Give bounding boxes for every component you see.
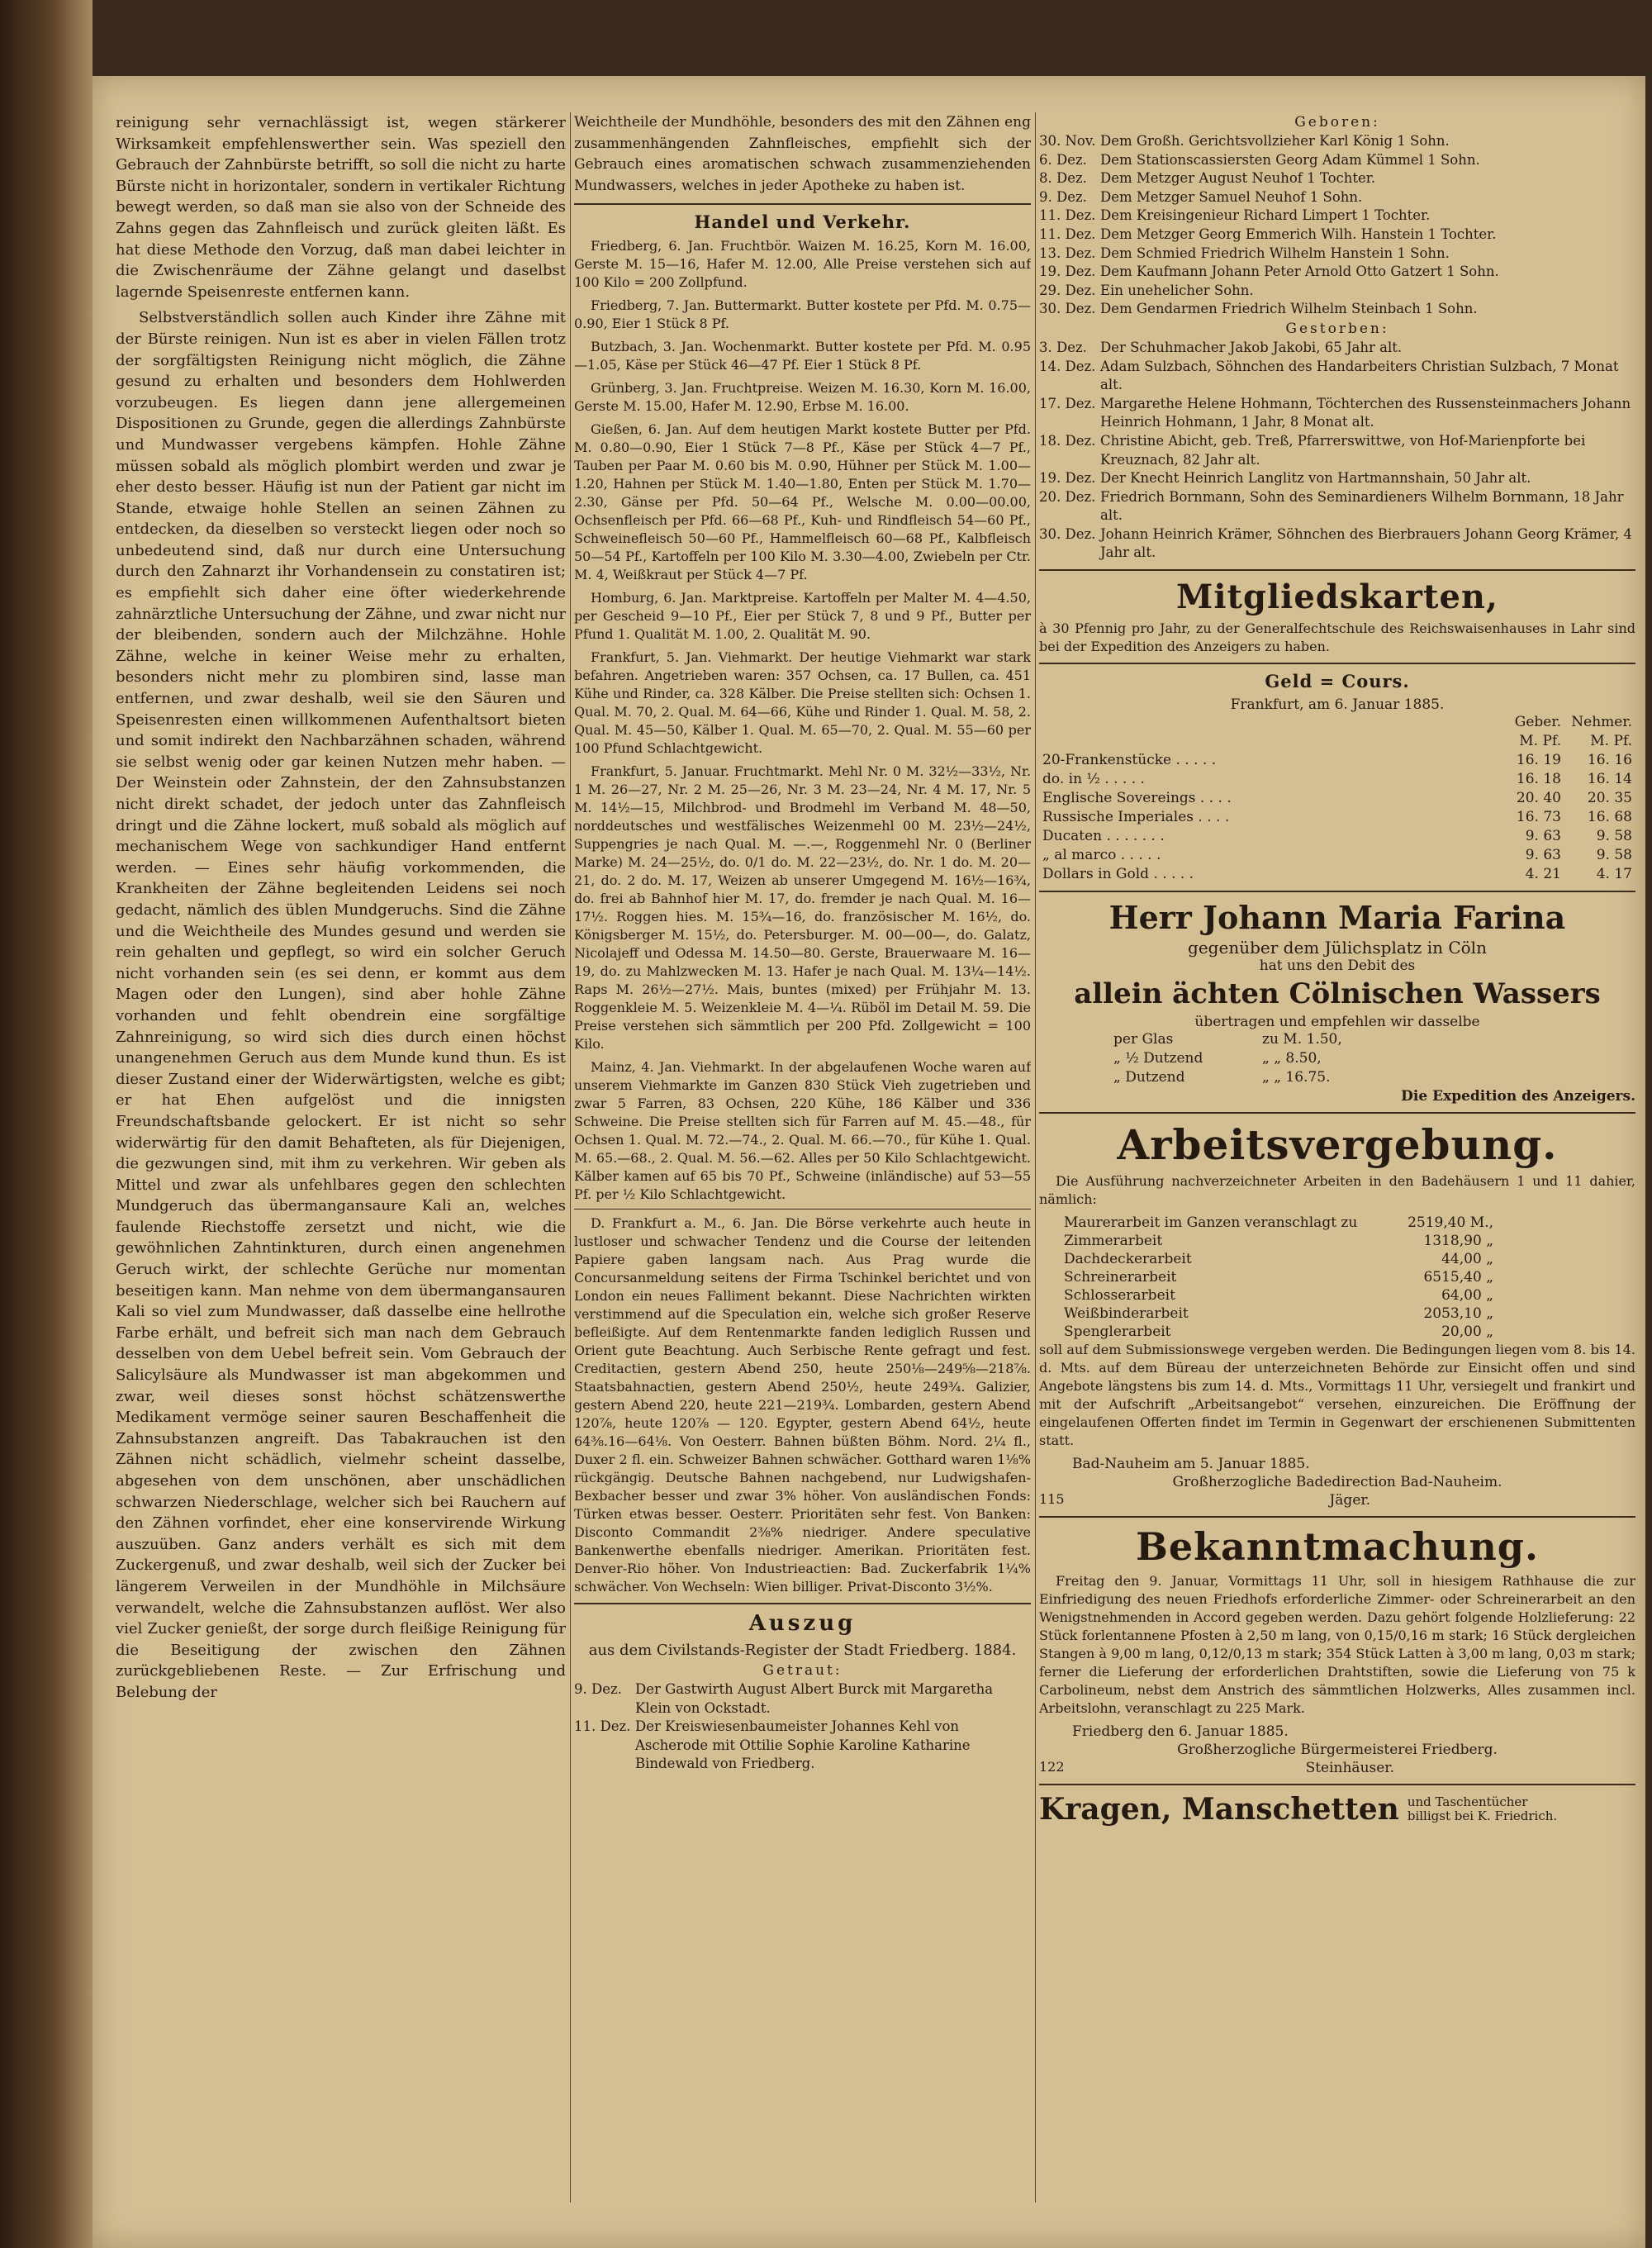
register-entry [1039, 395, 1635, 432]
rate-name: „ al marco . . . . . [1042, 847, 1161, 864]
rate-geber: 16. 73 [1516, 809, 1561, 826]
register-entry [1039, 151, 1635, 170]
market-report: Friedberg, 7. Jan. Buttermarkt. Butter kostete per Pfd. M. 0.75—0.90, Eier 1 Stück 8 Pf. [574, 297, 1031, 331]
gestorben-heading: Gestorben: [1285, 320, 1389, 337]
rate-geber: 20. 40 [1516, 790, 1561, 807]
auszug-subtitle: aus dem Civilstands-Register der Stadt Friedberg. 1884. [588, 1642, 1017, 1659]
entry-date: 13. Dez. [1039, 245, 1096, 261]
entry-date: 3. Dez. [1039, 339, 1087, 355]
rate-nehmer: 9. 58 [1596, 828, 1632, 845]
table-row [1039, 789, 1635, 808]
table-header: M. Pf. M. Pf. [1519, 733, 1632, 750]
section-title-auszug: Auszug [748, 1611, 857, 1636]
entry-date: 30. Nov. [1039, 133, 1096, 149]
work-amount: 2053,10 „ [1423, 1305, 1493, 1323]
work-amount: 44,00 „ [1441, 1251, 1493, 1268]
market-report: Mainz, 4. Jan. Viehmarkt. In der abgelaufenen Woche waren auf unserem Viehmarkte im Ganzen 830 Stück Vieh zugetrieben und zwar 5 Farren, 83 Ochsen, 220 Kühe, 186 Kälber und 336 Schweine. Die Preise stellten sich für Farren auf M. 45.—48., für Ochsen 1. Qual. M. 72.—74., 2. Qual. M. 66.—70., für Kühe 1. Qual. M. 65.—68., 2. Qual. M. 56.—62. Alles per 50 Kilo Schlachtgewicht. Kälber kamen auf 65 bis 70 Pf., Schweine (inländische) auf 53—55 Pf. per ½ Kilo Schlachtgewicht. [574, 1059, 1031, 1202]
kragen-ad [1039, 1792, 1635, 1827]
stock-report: D. Frankfurt a. M., 6. Jan. Die Börse verkehrte auch heute in lustloser und schwacher Tendenz und die Course der leitenden Papiere gaben langsam nach. Aus Prag wurde die Concursanmeldung seitens der Firma Tschinkel berichtet und von London ein neues Falliment bekannt. Diese Nachrichten wirkten verstimmend auf die Speculation ein, welche sich großer Reserve befleißigte. Auf dem Rentenmarkte fanden lediglich Russen und Orient gute Beachtung. Auch Serbische Rente gefragt und fest. Creditactien, gestern Abend 250, heute 250⅛—249⅝—218⅞. Staatsbahnactien, gestern Abend 250½, heute 249¾. Galizier, gestern Abend 220, heute 221—219¾. Lombarden, gestern Abend 120⅞, heute 120⅞ — 120. Egypter, gestern Abend 64½, heute 64⅜.16—64⅛. Von Oesterr. Bahnen büßten Böhm. Nord. 2¼ fl., Duxer 2 fl. ein. Schweizer Bahnen schwächer. Gotthard waren 1⅛% rückgängig. Deutsche Bahnen nachgebend, nur Ludwigshafen-Bexbacher besser und zwar 3% höher. Von ausländischen Fonds: Türken etwas besser. Oesterr. Prioritäten sehr fest. Von Banken: Disconto Commandit 2⅜% niedriger. Andere speculative Bankenwerthe ebenfalls niedriger. Amerikan. Prioritäten fest. Denver-Rio höher. Von Industrieactien: Bad. Zuckerfabrik 1¼% schwächer. Von Wechseln: Wien billiger. Privat-Disconto 3½%. [574, 1215, 1031, 1595]
mitglied-title: Mitgliedskarten, [1176, 577, 1498, 617]
entry-text: Der Schuhmacher Jakob Jakobi, 65 Jahr alt. [1100, 339, 1403, 355]
rate-geber: 16. 18 [1516, 771, 1561, 788]
register-entry [574, 1718, 1031, 1774]
price-value: „ „ 8.50, [1262, 1050, 1322, 1067]
entry-date: 11. Dez. [1039, 226, 1096, 242]
gestorben-list [1039, 339, 1635, 563]
work-name: Spenglerarbeit [1064, 1324, 1171, 1341]
table-header: Geber. Nehmer. [1514, 714, 1632, 731]
price-qty: „ Dutzend [1113, 1069, 1185, 1086]
arbeit-list [1039, 1214, 1635, 1341]
entry-date: 14. Dez. [1039, 358, 1096, 374]
price-row [1039, 1030, 1635, 1049]
register-entry [1039, 339, 1635, 358]
entry-text: Dem Kaufmann Johann Peter Arnold Otto Gatzert 1 Sohn. [1100, 264, 1499, 280]
work-amount: 1318,90 „ [1423, 1233, 1493, 1250]
rate-geber: 16. 19 [1516, 752, 1561, 769]
work-name: Dachdeckerarbeit [1064, 1251, 1192, 1268]
article-text: Weichtheile der Mundhöhle, besonders des mit den Zähnen eng zusammenhängenden Zahnfleisches, empfiehlt sich der Gebrauch eines aromatischen schwach zusammenziehenden Mundwassers, welches in jeder Apotheke zu haben ist. [574, 114, 1031, 194]
table-row [1039, 808, 1635, 827]
price-qty: per Glas [1113, 1031, 1174, 1048]
rate-nehmer: 16. 14 [1587, 771, 1632, 788]
entry-date: 9. Dez. [1039, 188, 1087, 205]
entry-date: 9. Dez. [574, 1681, 622, 1697]
farina-headline: allein ächten Cölnischen Wassers [1074, 977, 1601, 1011]
bekannt-signer: Steinhäuser. [1305, 1760, 1394, 1777]
arbeit-intro: Die Ausführung nachverzeichneter Arbeiten in den Badehäusern 1 und 11 dahier, nämlich: [1039, 1173, 1635, 1208]
bekannt-footer [1039, 1759, 1635, 1777]
rate-nehmer: 16. 16 [1587, 752, 1632, 769]
arbeit-title: Arbeitsvergebung. [1117, 1120, 1558, 1170]
book-binding [0, 0, 93, 2248]
register-entry [1039, 282, 1635, 301]
rate-geber: 9. 63 [1525, 847, 1561, 864]
price-row [1039, 1049, 1635, 1068]
entry-text: Der Kreiswiesenbaumeister Johannes Kehl von Ascherode mit Ottilie Sophie Karoline Katharine Bindewald von Friedberg. [635, 1718, 971, 1772]
bekannt-title: Bekanntmachung. [1136, 1524, 1539, 1570]
register-entry [1039, 132, 1635, 151]
article-text: Selbstverständlich sollen auch Kinder ihre Zähne mit der Bürste reinigen. Nun ist es aber in vielen Fällen trotz der sorgfältigsten Reinigung nicht möglich, die Zähne gesund zu erhalten und besonders dem Hohlwerden vorzubeugen. Es liegen dann jene allergemeinen Dispositionen zu Grunde, gegen die allerdings Zahnbürste und Mundwasser vergebens kämpfen. Hohle Zähne müssen sobald als möglich plombirt werden und zwar je eher desto besser. Häufig ist nun der Patient gar nicht im Stande, etwaige hohle Stellen an seinen Zähnen zu entdecken, da dieselben so versteckt liegen oder noch so unbedeutend sind, daß nur durch eine Untersuchung durch den Zahnarzt ihr Vorhandensein zu constatiren ist; es empfiehlt sich daher eine öfter wiederkehrende zahnärztliche Untersuchung der Zähne, und zwar nicht nur der bleibenden, sondern auch der Milchzähne. Hohle Zähne, welche in keiner Weise mehr zu erhalten, besonders nicht mehr zu plombiren sind, lasse man entfernen, und zwar deshalb, weil sie den Säuren und Speisenresten einen willkommenen Aufenthaltsort bieten und somit indirekt den Nachbarzähnen schaden, während sie selbst wenig oder gar keinen Nutzen mehr haben. — Der Weinstein oder Zahnstein, der den Zahnsubstanzen nicht direkt schadet, der jedoch unter das Zahnfleisch dringt und die Zähne lockert, muß sobald als möglich auf mechanischem Wege von sachkundiger Hand entfernt werden. — Eines sehr häufig vorkommenden, die Krankheiten der Zähne begleitenden Leidens sei noch gedacht, nämlich des üblen Mundgeruchs. Sind die Zähne und die Weichtheile des Mundes gesund und werden sie rein gehalten und gepflegt, so wird ein solcher Geruch nicht vorhanden sein (es sei denn, er kommt aus dem Magen oder den Lungen), sind aber hohle Zähne vorhanden und fehlt obendrein eine sorgfältige Zahnreinigung, so wird sich dies durch einen höchst unangenehmen Geruch aus dem Munde kund thun. Es ist dieser Zustand einer der Widerwärtigsten, welche es gibt; er hat Ehen aufgelöst und die innigsten Freundschaftsbande gelockert. Er ist nicht so sehr widerwärtig für den damit Behafteten, als für Diejenigen, die gezwungen sind, mit ihm zu verkehren. Wir geben als Mittel und zwar als unfehlbares gegen den schlechten Mundgeruch das übermangansaure Kali an, welches faulende Riechstoffe zersetzt und nicht, wie die gewöhnlichen Zahntinkturen, durch einen angenehmen Geruch wirkt, der schlechte Gerüche nur momentan beseitigen kann. Man nehme von dem übermangansauren Kali so viel zum Mundwasser, daß dasselbe eine hellrothe Farbe erhält, und befreit sich man nach dem Gebrauch desselben von dem Uebel befreit sein. Vom Gebrauch der Salicylsäure als Mundwasser ist man abgekommen und zwar, weil dieses sonst höchst schätzenswerthe Medikament vermöge seiner sauren Beschaffenheit die Zahnsubstanzen angreift. Das Tabakrauchen ist den Zähnen nicht schädlich, vielmehr scheint dasselbe, abgesehen von dem unschönen, aber unschädlichen schwarzen Niederschlage, welcher sich bei Rauchern auf den Zähnen vorfindet, eher eine konservirende Wirkung auszuüben. Ganz anders verhält es sich mit dem Zuckergenuß, und zwar deshalb, weil sich der Zucker bei längerem Verweilen in der Mundhöhle in Milchsäure verwandelt, welche die Zahnsubstanzen auflöst. Wer also viel Zucker genießt, der sorge durch fleißige Reinigung für die Beseitigung der zwischen den Zähnen zurückgebliebenen Reste. — Zur Erfrischung und Belebung der [116, 309, 566, 1701]
mitglied-text: à 30 Pfennig pro Jahr, zu der Generalfechtschule des Reichswaisenhauses in Lahr sind bei der Expedition des Anzeigers zu haben. [1039, 620, 1635, 655]
entry-text: Dem Metzger August Neuhof 1 Tochter. [1100, 170, 1376, 187]
register-entry [1039, 432, 1635, 469]
list-item [1039, 1286, 1635, 1305]
list-item [1039, 1268, 1635, 1286]
getraut-heading: Getraut: [762, 1662, 843, 1679]
rate-name: Dollars in Gold . . . . . [1042, 866, 1194, 883]
entry-text: Dem Metzger Georg Emmerich Wilh. Hanstein 1 Tochter. [1100, 226, 1497, 242]
arbeit-signature: Großherzogliche Badedirection Bad-Nauheim. [1172, 1474, 1502, 1491]
geld-subtitle: Frankfurt, am 6. Januar 1885. [1230, 696, 1445, 714]
market-report: Frankfurt, 5. Januar. Fruchtmarkt. Mehl Nr. 0 M. 32½—33½, Nr. 1 M. 26—27, Nr. 2 M. 25—26, Nr. 3 M. 23—24, Nr. 4 M. 17, Nr. 5 M. 14½—15, Milchbrod- und Brodmehl im Verband M. 48—50, norddeutsches und westfälisches Weizenmehl 00 M. 23½—24½, Suppengries je nach Qual. M. —.—, Roggenmehl Nr. 0 (Berliner Marke) M. 24—25½, do. 0/1 do. M. 22—23½, do. Nr. 1 do. M. 20—21, do. 2 do. M. 17, Weizen ab unserer Umgegend M. 16½—16¾, do. frei ab Bahnhof hier M. 17, do. fremder je nach Qual. M. 16—17½. Roggen hies. M. 15¾—16, do. französischer M. 16½, do. Königsberger M. 15½, do. Petersburger. M. 00—00—, do. Galatz, Nicolajeff und Odessa M. 14.50—80. Gerste, Brauerwaare M. 16—19, do. zu Mahlzwecken M. 13. Hafer je nach Qual. M. 13¼—14½. Raps M. 26½—27½. Mais, buntes (mixed) per Frühjahr M. 13. Roggenkleie M. 5. Weizenkleie M. 4—¼. Rüböl im Detail M. 59. Die Preise verstehen sich sämmtlich per 200 Pfd. Zollgewicht = 100 Kilo. [574, 763, 1031, 1052]
divider [1039, 1516, 1635, 1518]
entry-date: 30. Dez. [1039, 525, 1096, 542]
divider [574, 1209, 1031, 1210]
market-report: Butzbach, 3. Jan. Wochenmarkt. Butter kostete per Pfd. M. 0.95—1.05, Käse per Stück 46—47 Pf. Eier 1 Stück 8 Pf. [574, 339, 1031, 373]
entry-date: 30. Dez. [1039, 301, 1096, 317]
rate-name: Englische Sovereings . . . . [1042, 790, 1232, 807]
entry-date: 6. Dez. [1039, 151, 1087, 168]
table-row [1039, 865, 1635, 884]
price-qty: „ ½ Dutzend [1113, 1050, 1203, 1067]
entry-text: Dem Kreisingenieur Richard Limpert 1 Tochter. [1100, 207, 1431, 224]
register-entry [1039, 525, 1635, 563]
price-value: zu M. 1.50, [1262, 1031, 1342, 1048]
rate-name: Russische Imperiales . . . . [1042, 809, 1230, 826]
geboren-heading: Geboren: [1294, 114, 1380, 131]
exchange-table [1039, 713, 1635, 884]
work-amount: 2519,40 M., [1408, 1214, 1493, 1232]
farina-line: übertragen und empfehlen wir dasselbe [1194, 1014, 1480, 1031]
bekannt-text: Freitag den 9. Januar, Vormittags 11 Uhr, soll in hiesigem Rathhause die zur Einfriedigung des neuen Friedhofs erforderliche Zimmer- oder Schreinerarbeit an den Wenigstnehmenden in Accord gegeben werden. Dazu gehört folgende Holzlieferung: 22 Stück forlentannene Pfosten à 2,50 m lang, von 0,15/0,16 m stark; 16 Stück dergleichen Stangen à 9,00 m lang, 0,12/0,13 m stark; 354 Stück Latten à 3,00 m lang, 0,03 m stark; ferner die Lieferung der erforderlichen Drahtstiften, sowie die Lieferung von 75 k Carbolineum, nebst dem Anstrich des sämmtlichen Holzwerks, Alles zusammen incl. Arbeitslohn, veranschlagt zu 225 Mark. [1039, 1573, 1635, 1717]
entry-date: 19. Dez. [1039, 264, 1096, 280]
arbeit-footer [1039, 1491, 1635, 1509]
bekannt-signature: Großherzogliche Bürgermeisterei Friedberg. [1177, 1742, 1498, 1759]
arbeit-text: soll auf dem Submissionswege vergeben werden. Die Bedingungen liegen vom 8. bis 14. d. Mts. auf dem Büreau der unterzeichneten Behörde zur Einsicht offen und sind Angebote längstens bis zum 14. d. Mts., Vormittags 11 Uhr, versiegelt und frankirt und mit der Aufschrift „Arbeitsangebot“ versehen, einzureichen. Die Eröffnung der eingelaufenen Offerten findet im Termin in Gegenwart der erschienenen Submittenten statt. [1039, 1342, 1635, 1449]
farina-name: Herr Johann Maria Farina [1108, 899, 1566, 937]
rate-nehmer: 20. 35 [1587, 790, 1632, 807]
rate-nehmer: 9. 58 [1596, 847, 1632, 864]
rate-geber: 9. 63 [1525, 828, 1561, 845]
rate-name: do. in ½ . . . . . [1042, 771, 1145, 788]
entry-date: 11. Dez. [574, 1718, 631, 1735]
entry-text: Der Knecht Heinrich Langlitz von Hartmannshain, 50 Jahr alt. [1100, 470, 1531, 487]
market-report: Homburg, 6. Jan. Marktpreise. Kartoffeln per Malter M. 4—4.50, per Gescheid 9—10 Pf., Eier per Stück 7, 8 und 9 Pf., Butter per Pfund 1. Qualität M. 1.00, 2. Qualität M. 90. [574, 590, 1031, 642]
ad-number: 122 [1039, 1759, 1065, 1775]
entry-text: Der Gastwirth August Albert Burck mit Margaretha Klein von Ockstadt. [635, 1681, 994, 1716]
register-entry [1039, 488, 1635, 525]
rate-name: Ducaten . . . . . . . [1042, 828, 1165, 845]
entry-date: 11. Dez. [1039, 207, 1096, 224]
register-entry [1039, 188, 1635, 207]
article-text: reinigung sehr vernachlässigt ist, wegen stärkerer Wirksamkeit empfehlenswerther sein. Was speziell den Gebrauch der Zahnbürste betrifft, so soll die nicht zu harte Bürste nicht in horizontaler, sondern in vertikaler Richtung bewegt werden, so daß man sie also von der Schneide des Zahns gegen das Zahnfleisch und zurück gleiten läßt. Es hat diese Methode den Vorzug, daß man dabei leichter in die Zwischenräume der Zähne gelangt und daselbst lagernde Speisenreste entfernen kann. [116, 114, 566, 301]
work-amount: 64,00 „ [1441, 1287, 1493, 1305]
farina-price-list [1039, 1030, 1635, 1087]
table-row [1039, 770, 1635, 789]
market-report: Friedberg, 6. Jan. Fruchtbör. Waizen M. 16.25, Korn M. 16.00, Gerste M. 15—16, Hafer M. 12.00, Alle Preise verstehen sich auf 100 Kilo = 200 Zollpfund. [574, 238, 1031, 290]
market-report: Gießen, 6. Jan. Auf dem heutigen Markt kostete Butter per Pfd. M. 0.80—0.90, Eier 1 Stück 7—8 Pf., Käse per Stück 4—7 Pf., Tauben per Paar M. 0.60 bis M. 0.90, Hühner per Stück M. 1.00—1.20, Hahnen per Stück M. 1.40—1.80, Enten per Stück M. 1.70—2.30, Gänse per Pfd. 50—64 Pf., Welsche M. 0.00—00.00, Ochsenfleisch per Pfd. 66—68 Pf., Kuh- und Rindfleisch 54—60 Pf., Schweinefleisch 50—60 Pf., Hammelfleisch 60—68 Pf., Kalbfleisch 50—54 Pf., Kartoffeln per 100 Kilo M. 3.30—4.00, Zwiebeln per Ctr. M. 4, Weißkraut per Stück 4—7 Pf. [574, 421, 1031, 582]
rate-geber: 4. 21 [1525, 866, 1561, 883]
geld-title: Geld = Cours. [1265, 671, 1410, 692]
divider [1039, 663, 1635, 664]
divider [574, 203, 1031, 205]
divider [1039, 569, 1635, 571]
register-entry [1039, 207, 1635, 226]
kragen-small: und Taschentücher billigst bei K. Friedrich. [1407, 1794, 1558, 1824]
entry-date: 18. Dez. [1039, 432, 1096, 449]
work-name: Maurerarbeit im Ganzen veranschlagt zu [1064, 1214, 1358, 1232]
section-title-handel: Handel und Verkehr. [694, 211, 911, 232]
column-1 [116, 112, 566, 1709]
market-report: Frankfurt, 5. Jan. Viehmarkt. Der heutige Viehmarkt war stark befahren. Angetrieben waren: 357 Ochsen, ca. 17 Bullen, ca. 451 Kühe und Rinder, ca. 328 Kälber. Die Preise stellten sich: Ochsen 1. Qual. M. 70, 2. Qual. M. 64—66, Kühe und Rinder 1. Qual. M. 58, 2. Qual. M. 45—50, Kälber 1. Qual. M. 65—70, 2. Qual. M. 55—60 per 100 Pfund Schlachtgewicht. [574, 649, 1031, 756]
work-name: Zimmerarbeit [1064, 1233, 1163, 1250]
work-amount: 20,00 „ [1441, 1324, 1493, 1341]
entry-text: Adam Sulzbach, Söhnchen des Handarbeiters Christian Sulzbach, 7 Monat alt. [1100, 358, 1619, 393]
entry-date: 20. Dez. [1039, 488, 1096, 505]
bekannt-place: Friedberg den 6. Januar 1885. [1072, 1723, 1289, 1741]
rate-nehmer: 4. 17 [1596, 866, 1632, 883]
list-item [1039, 1250, 1635, 1268]
entry-date: 29. Dez. [1039, 282, 1096, 298]
register-entry [1039, 263, 1635, 282]
register-entry [574, 1680, 1031, 1718]
column-3 [1039, 112, 1635, 1827]
table-row [1039, 751, 1635, 770]
column-2 [574, 112, 1031, 1774]
arbeit-place: Bad-Nauheim am 5. Januar 1885. [1072, 1456, 1310, 1473]
price-row [1039, 1068, 1635, 1087]
divider [1039, 1112, 1635, 1114]
column-rule [570, 112, 571, 2203]
arbeit-signer: Jäger. [1329, 1492, 1371, 1509]
work-name: Schlosserarbeit [1064, 1287, 1175, 1305]
table-row [1039, 846, 1635, 865]
entry-text: Friedrich Bornmann, Sohn des Seminardieners Wilhelm Bornmann, 18 Jahr alt. [1100, 488, 1624, 524]
ad-number: 115 [1039, 1491, 1065, 1508]
entry-text: Dem Stationscassiersten Georg Adam Kümmel 1 Sohn. [1100, 151, 1480, 168]
entry-date: 8. Dez. [1039, 170, 1087, 187]
list-item [1039, 1305, 1635, 1323]
register-entry [1039, 300, 1635, 319]
entry-text: Margarethe Helene Hohmann, Töchterchen des Russensteinmachers Johann Heinrich Hohmann, 1 Jahr, 8 Monat alt. [1100, 395, 1631, 430]
list-item [1039, 1323, 1635, 1341]
price-value: „ „ 16.75. [1262, 1069, 1331, 1086]
divider [1039, 891, 1635, 892]
work-name: Schreinerarbeit [1064, 1269, 1177, 1286]
register-entry [1039, 469, 1635, 488]
divider [1039, 1784, 1635, 1785]
register-entry [1039, 169, 1635, 188]
divider [574, 1603, 1031, 1604]
entry-text: Dem Gendarmen Friedrich Wilhelm Steinbach 1 Sohn. [1100, 301, 1478, 317]
rate-nehmer: 16. 68 [1587, 809, 1632, 826]
entry-text: Dem Großh. Gerichtsvollzieher Karl König 1 Sohn. [1100, 133, 1450, 149]
list-item [1039, 1214, 1635, 1232]
work-name: Weißbinderarbeit [1064, 1305, 1189, 1323]
register-entry [1039, 358, 1635, 395]
entry-text: Johann Heinrich Krämer, Söhnchen des Bierbrauers Johann Georg Krämer, 4 Jahr alt. [1100, 525, 1632, 561]
entry-text: Dem Schmied Friedrich Wilhelm Hanstein 1 Sohn. [1100, 245, 1450, 261]
farina-signature: Die Expedition des Anzeigers. [1401, 1088, 1635, 1105]
rate-name: 20-Frankenstücke . . . . . [1042, 752, 1217, 769]
entry-date: 17. Dez. [1039, 395, 1096, 411]
column-rule [1035, 112, 1036, 2203]
farina-line: gegenüber dem Jülichsplatz in Cöln [1188, 938, 1487, 958]
newspaper-page [93, 76, 1645, 2248]
market-report: Grünberg, 3. Jan. Fruchtpreise. Weizen M. 16.30, Korn M. 16.00, Gerste M. 15.00, Hafer M. 12.90, Erbse M. 16.00. [574, 380, 1031, 414]
farina-line: hat uns den Debit des [1259, 958, 1416, 975]
entry-date: 19. Dez. [1039, 470, 1096, 487]
list-item [1039, 1232, 1635, 1250]
entry-text: Christine Abicht, geb. Treß, Pfarrerswittwe, von Hof-Marienpforte bei Kreuznach, 82 Jahr alt. [1100, 432, 1586, 468]
register-entry [1039, 245, 1635, 264]
work-amount: 6515,40 „ [1423, 1269, 1493, 1286]
kragen-headline: Kragen, Manschetten [1039, 1792, 1399, 1827]
entry-text: Dem Metzger Samuel Neuhof 1 Sohn. [1100, 188, 1363, 205]
entry-text: Ein unehelicher Sohn. [1100, 282, 1254, 298]
table-row [1039, 827, 1635, 846]
geboren-list [1039, 132, 1635, 319]
register-entry [1039, 226, 1635, 245]
